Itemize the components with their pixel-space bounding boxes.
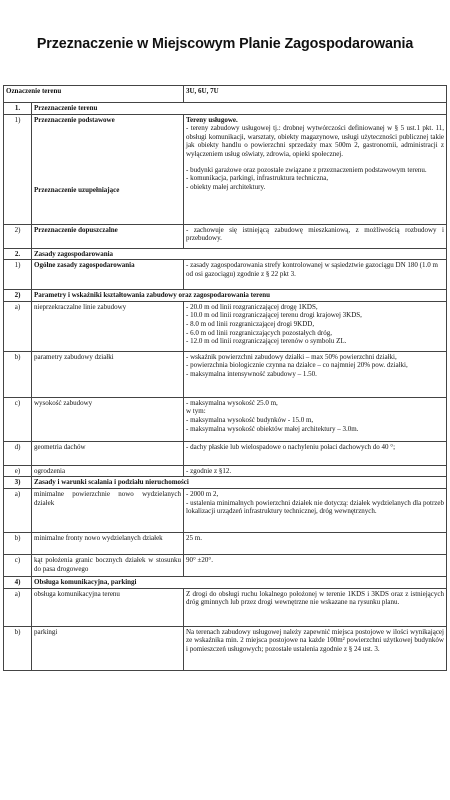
list-item: - 8.0 m od linii rozgraniczającej drogi 9KDD, [186, 319, 315, 328]
row-label: parametry zabudowy działki [32, 351, 184, 397]
list-item: w tym: [186, 407, 206, 416]
section-title: Zasady zagospodarowania [32, 248, 447, 260]
row-content: - zgodnie z §12. [184, 465, 447, 477]
row-content [184, 301, 447, 351]
row-label: nieprzekraczalne linie zabudowy [32, 301, 184, 351]
table-row [4, 626, 447, 670]
section-row [4, 477, 447, 489]
document-title: Przeznaczenie w Miejscowym Planie Zagospodarowania [36, 36, 414, 52]
row-content [184, 488, 447, 532]
row-label: minimalne powierzchnie nowo wydzielanych działek [32, 488, 184, 532]
row-label: wysokość zabudowy [32, 397, 184, 441]
row-content: Z drogi do obsługi ruchu lokalnego położonej w terenie 1KDS i 3KDS oraz z istniejących dróg gminnych lub przez drogi wewnętrzne nie wskazane na rysunku planu. [184, 588, 447, 626]
row-number: b) [4, 351, 32, 397]
list-item: - 10.0 m od linii rozgraniczającej terenu drogi krajowej 3KDS, [186, 311, 362, 320]
row-number: 2) [4, 224, 32, 248]
list-item: - maksymalna wysokość budynków - 15.0 m, [186, 415, 314, 424]
row-label: geometria dachów [32, 441, 184, 465]
list-item: - 2000 m 2, [186, 489, 219, 498]
row-number: 1) [4, 114, 32, 224]
row-label: obsługa komunikacyjna terenu [32, 588, 184, 626]
table-row [4, 554, 447, 576]
table-row [4, 224, 447, 248]
header-value: 3U, 6U, 7U [184, 86, 447, 103]
table-row [4, 260, 447, 290]
section-number: 2. [4, 248, 32, 260]
row-number: e) [4, 465, 32, 477]
row-content: - dachy płaskie lub wielospadowe o nachyleniu połaci dachowych do 40 °; [184, 441, 447, 465]
table-row [4, 532, 447, 554]
list-item: - powierzchnia biologicznie czynna na działce – co najmniej 20% pow. działki, [186, 361, 408, 370]
row-label: ogrodzenia [32, 465, 184, 477]
subsection-title: Parametry i wskaźniki kształtowania zabudowy oraz zagospodarowania terenu [32, 290, 447, 302]
row-content [184, 351, 447, 397]
row-text: - tereny zabudowy usługowej tj.: drobnej wytwórczości definiowanej w § 5 ust.1 pkt. 11, obsługi komunikacji, warsztaty, obiekty magazynowe, usługi użyteczności publicznej takie jak obiekty handlu o powierzchni sprzedaży max 500m 2, gastronomii, administracji z wyłączeniem usług oświaty, zdrowia, opieki społecznej. [186, 124, 444, 158]
list-item: - wskaźnik powierzchni zabudowy działki – max 50% powierzchni działki, [186, 352, 397, 361]
row-content: Na terenach zabudowy usługowej należy zapewnić miejsca postojowe w ilości wynikającej ze wskaźnika min. 2 miejsca postojowe na każde 100m² powierzchni użytkowej budynków i pomieszczeń usługowych; pozostałe ustalenia zgodnie z § 24 ust. 3. [184, 626, 447, 670]
table-row [4, 441, 447, 465]
list-item: - komunikacja, parkingi, infrastruktura techniczna, [186, 174, 329, 183]
list-item: - obiekty małej architektury. [186, 182, 266, 191]
table-row [4, 465, 447, 477]
section-number: 3) [4, 477, 32, 489]
row-content [184, 114, 447, 224]
section-number: 1. [4, 103, 32, 115]
section-row [4, 248, 447, 260]
row-number: b) [4, 532, 32, 554]
section-row [4, 576, 447, 588]
row-number: c) [4, 554, 32, 576]
row-heading: Tereny usługowe. [186, 115, 238, 124]
row-content: - zachowuje się istniejącą zabudowę mieszkaniową, z możliwością rozbudowy i przebudowy. [184, 224, 447, 248]
list-item: - maksymalna intensywność zabudowy – 1.50. [186, 369, 317, 378]
row-content: 25 m. [184, 532, 447, 554]
table-row [4, 301, 447, 351]
row-number: d) [4, 441, 32, 465]
table-row [4, 114, 447, 224]
row-content: - zasady zagospodarowania strefy kontrolowanej w sąsiedztwie gazociągu DN 180 (1.0 m od osi gazociągu) zgodnie z § 22 pkt 3. [184, 260, 447, 290]
row-number: c) [4, 397, 32, 441]
list-item: - maksymalna wysokość 25.0 m, [186, 398, 278, 407]
section-title: Przeznaczenie terenu [32, 103, 447, 115]
list-item: - ustalenia minimalnych powierzchni działek nie dotyczą: działek wydzielanych dla potrzeb lokalizacji urządzeń infrastruktury technicznej, dróg wewnętrznych. [186, 498, 444, 516]
table-row [4, 351, 447, 397]
row-label: Przeznaczenie dopuszczalne [32, 224, 184, 248]
row-label: kąt położenia granic bocznych działek w stosunku do pasa drogowego [32, 554, 184, 576]
table-row [4, 588, 447, 626]
header-row [4, 86, 447, 103]
section-row [4, 103, 447, 115]
table-row [4, 488, 447, 532]
row-label: minimalne fronty nowo wydzielanych działek [32, 532, 184, 554]
row-number: 1) [4, 260, 32, 290]
table-row [4, 397, 447, 441]
row-number: a) [4, 301, 32, 351]
list-item: - maksymalna wysokość obiektów małej architektury – 3.0m. [186, 424, 359, 433]
list-item: - 6.0 m od linii rozgraniczających pozostałych dróg, [186, 328, 332, 337]
row-number: a) [4, 588, 32, 626]
zoning-table [3, 85, 447, 671]
row-content [184, 397, 447, 441]
row-number: 2) [4, 290, 32, 302]
row-label-primary: Przeznaczenie podstawowe [34, 115, 115, 124]
section-title: Zasady i warunki scalania i podziału nieruchomości [32, 477, 447, 489]
row-content: 90° ±20°. [184, 554, 447, 576]
section-number: 4) [4, 576, 32, 588]
row-number: b) [4, 626, 32, 670]
row-label: parkingi [32, 626, 184, 670]
row-number: a) [4, 488, 32, 532]
subsection-row [4, 290, 447, 302]
row-label-secondary: Przeznaczenie uzupełniające [34, 186, 120, 195]
list-item: - 20.0 m od linii rozgraniczającej drogę 1KDS, [186, 302, 318, 311]
row-label [32, 114, 184, 224]
row-label: Ogólne zasady zagospodarowania [32, 260, 184, 290]
section-title: Obsługa komunikacyjna, parkingi [32, 576, 447, 588]
list-item: - 12.0 m od linii rozgraniczającej terenów o symbolu ZL. [186, 337, 347, 346]
header-label: Oznaczenie terenu [4, 86, 184, 103]
list-item: - budynki garażowe oraz pozostałe związane z przeznaczeniem podstawowym terenu. [186, 165, 427, 174]
